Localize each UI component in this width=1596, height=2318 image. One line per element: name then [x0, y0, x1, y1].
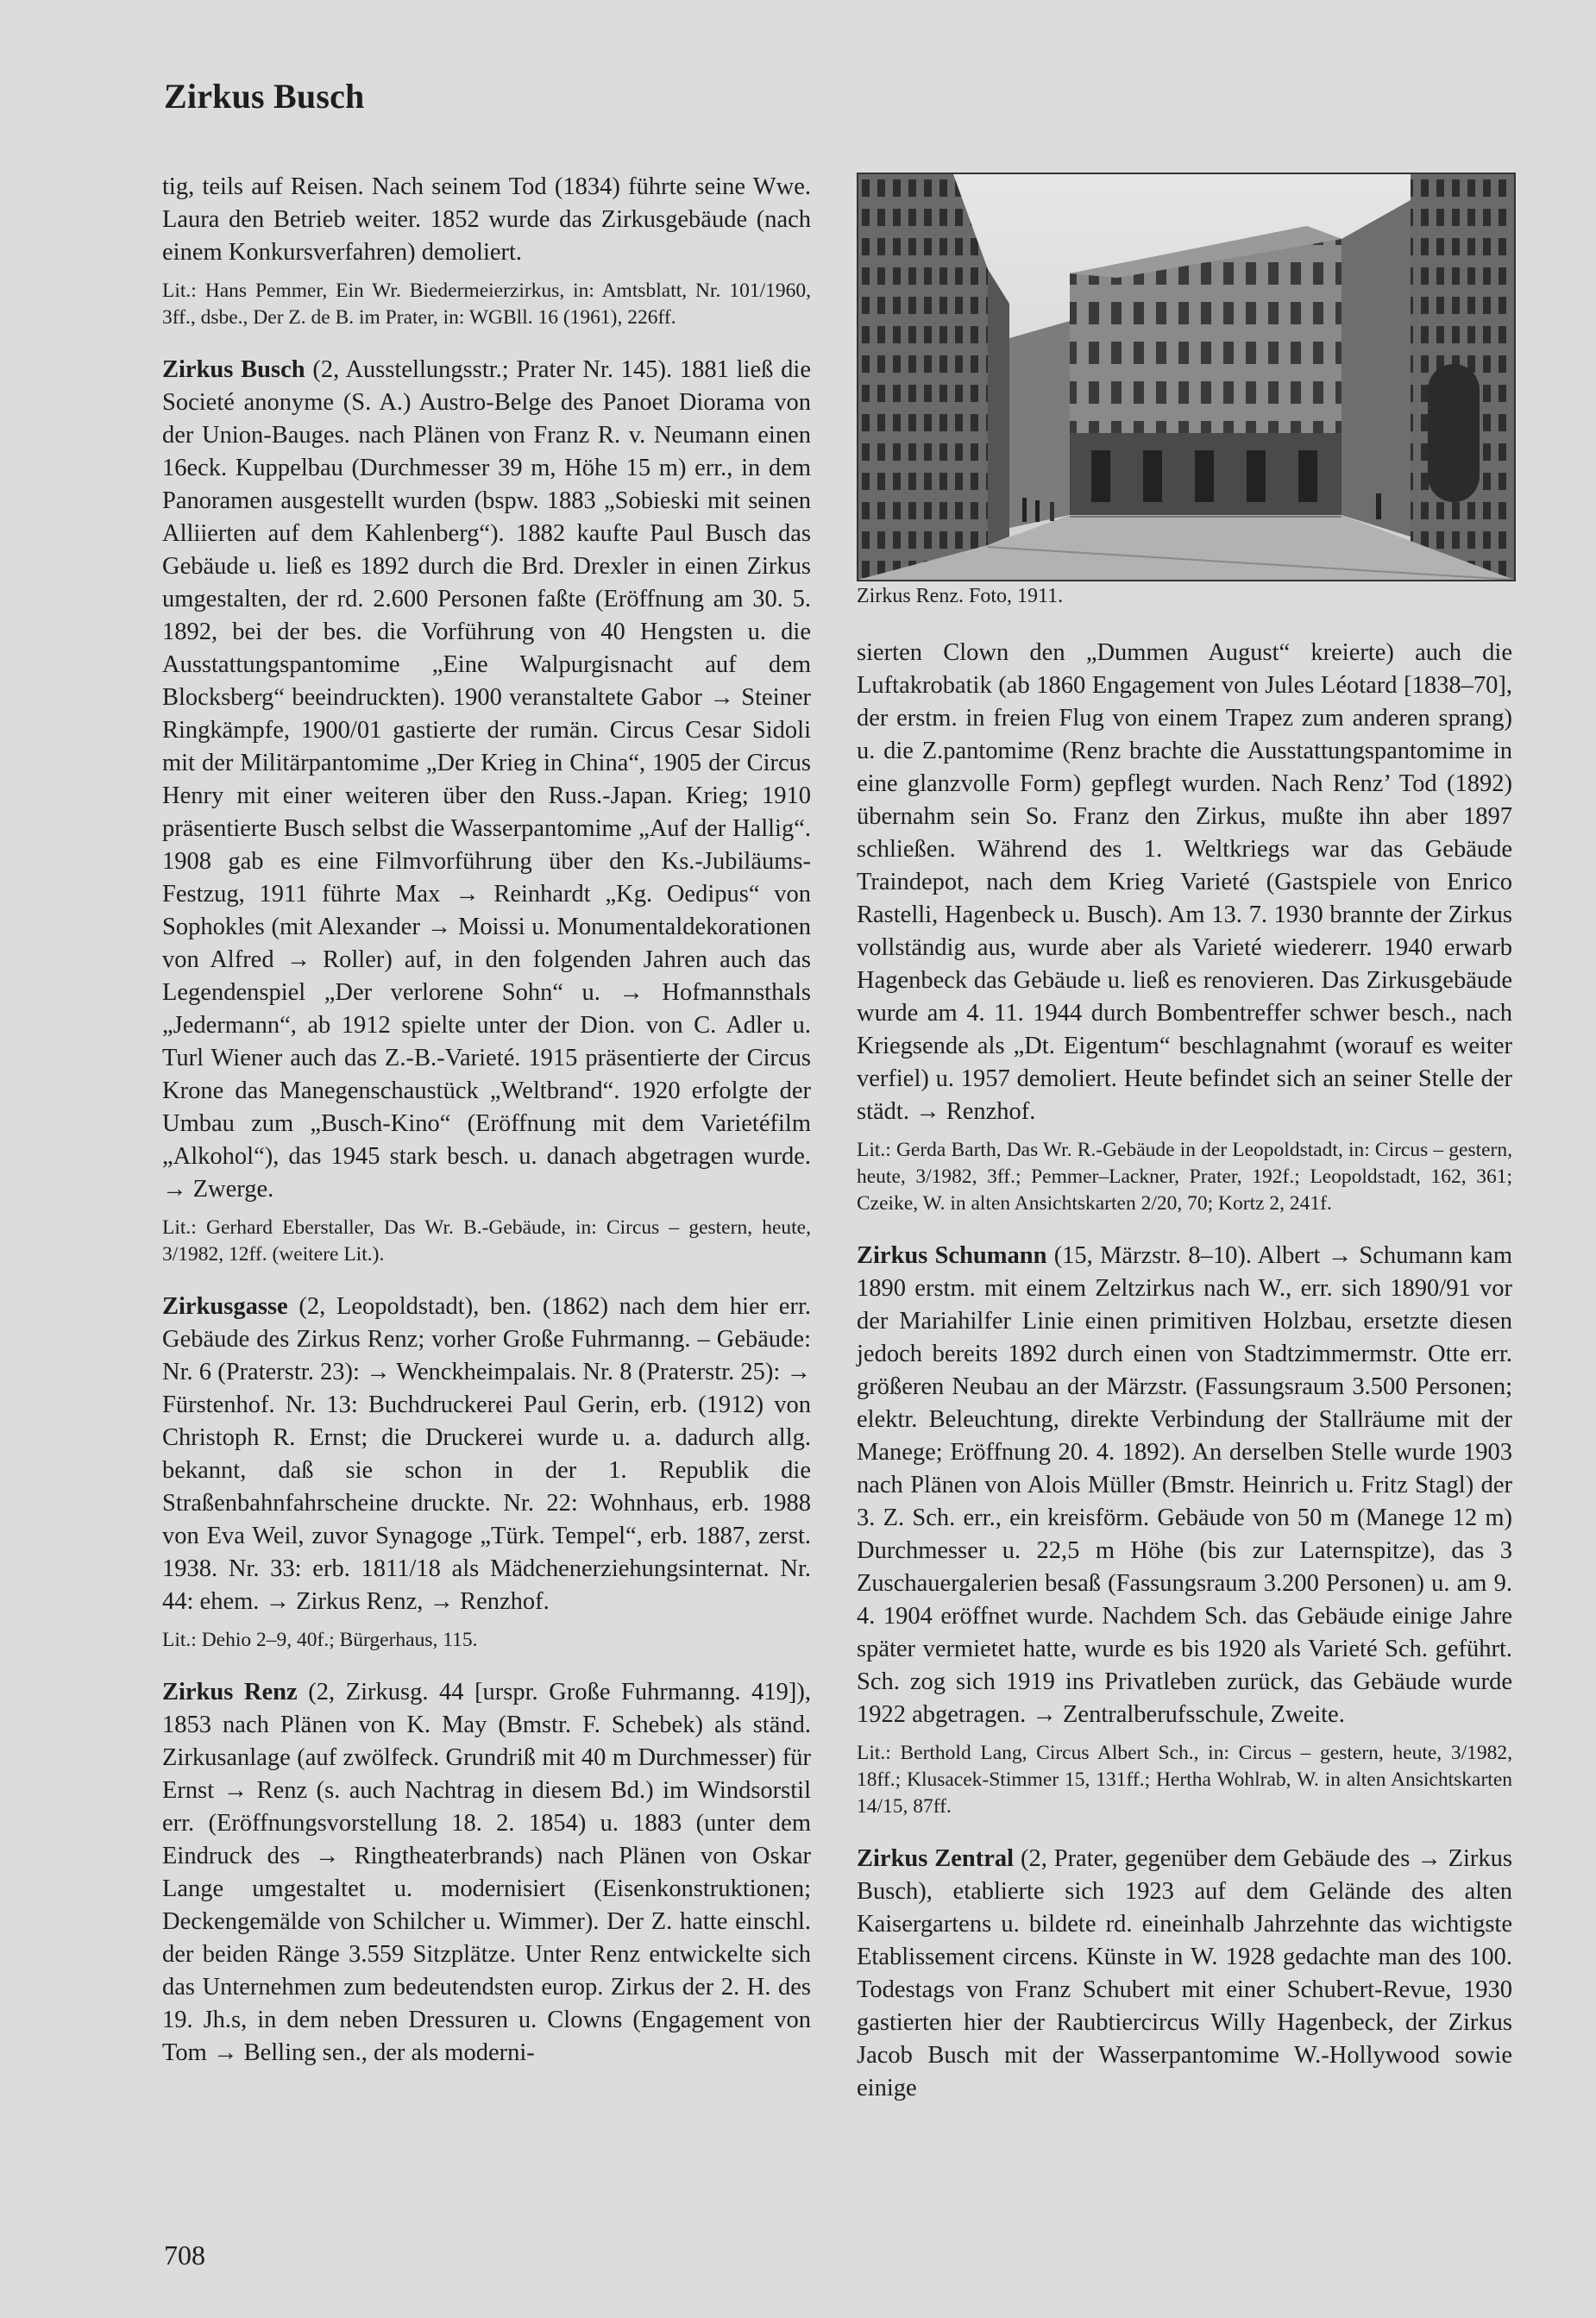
entry-keyword: Zirkus Busch: [162, 356, 305, 383]
photo-illustration: [858, 174, 1514, 580]
entry-text: (2, Zirkusg. 44 [urspr. Große Fuhrmanng. 419]), 1853 nach Plänen von K. May (Bmstr. F. Schebek) als ständ. Zirkusanlage (auf zwölfeck. Grundriß mit 40 m Durchmesser) für Ernst → Renz (s. auch Nachtrag in diesem Bd.) im Windsorstil err. (Eröffnungsvorstellung 18. 2. 1854) u. 1883 (unter dem Eindruck des → Ringtheaterbrands) nach Plänen von Oskar Lange umgestaltet u. modernisiert (Eisenkonstruktionen; Deckengemälde von Schilcher u. Wimmer). Der Z. hatte einschl. der beiden Ränge 3.559 Sitzplätze. Unter Renz entwickelte sich das Unternehmen zum bedeutendsten europ. Zirkus der 2. H. des 19. Jh.s, in dem neben Dressuren u. Clowns (Engagement von Tom → Belling sen., der als moderni-: [162, 1679, 811, 2066]
paragraph-continuation: sierten Clown den „Dummen August“ kreierte) auch die Luftakrobatik (ab 1860 Engagement von Jules Léotard [1838–70], der erstm. in freien Flug von einem Trapez zum anderen sprang) u. die Z.pantomime (Renz brachte die Ausstattungspantomime in eine glanzvolle Form) gepflegt wurden. Nach Renz’ Tod (1892) übernahm sein So. Franz den Zirkus, mußte ihn aber 1897 schließen. Während des 1. Weltkriegs war das Gebäude Traindepot, nach dem Krieg Varieté (Gastspiele von Enrico Rastelli, Hagenbeck u. Busch). Am 13. 7. 1930 brannte der Zirkus vollständig aus, wurde aber als Varieté wiedererr. 1940 erwarb Hagenbeck das Gebäude u. ließ es renovieren. Das Zirkusgebäude wurde am 4. 11. 1944 durch Bombentreffer schwer besch., nach Kriegsende als „Dt. Eigentum“ beschlagnahmt (worauf es weiter verfiel) u. 1957 demoliert. Heute befindet sich an seiner Stelle der städt. → Renzhof.: [857, 639, 1512, 1125]
literature-note: Lit.: Dehio 2–9, 40f.; Bürgerhaus, 115.: [162, 1629, 478, 1651]
entry-text: (15, Märzstr. 8–10). Albert → Schumann kam 1890 erstm. mit einem Zeltzirkus nach W., err. sich 1890/91 vor der Mariahilfer Linie einen primitiven Holzbau, ersetzte diesen jedoch bereits 1892 durch einen von Stadtzimmermstr. Otte err. größeren Neubau an der Märzstr. (Fassungsraum 3.500 Personen; elektr. Beleuchtung, direkte Verbindung der Stallräume mit der Manege; Eröffnung 20. 4. 1892). An derselben Stelle wurde 1903 nach Plänen von Alois Müller (Bmstr. Heinrich u. Fritz Stagl) der 3. Z. Sch. err., ein kreisförm. Gebäude von 50 m (Manege 12 m) Durchmesser u. 22,5 m Höhe (bis zur Laternspitze), das 3 Zuschauergalerien besaß (Fassungsraum 3.200 Personen) u. am 9. 4. 1904 eröffnet wurde. Nachdem Sch. das Gebäude einige Jahre später vermietet hatte, wurde es bis 1920 als Varieté Sch. geführt. Sch. zog sich 1919 ins Privatleben zurück, das Gebäude wurde 1922 abgetragen. → Zentralberufsschule, Zweite.: [857, 1242, 1512, 1728]
street-photo-image: [857, 173, 1516, 581]
entry-zirkus-schumann: [857, 1240, 1512, 1731]
entry-text: (2, Prater, gegenüber dem Gebäude des → Zirkus Busch), etablierte sich 1923 auf dem Gelände des alten Kaisergartens u. bildete rd. eineinhalb Jahrzehnte das wichtigste Etablissement circens. Künste in W. 1928 gedachte man des 100. Todestags von Franz Schubert mit einer Schubert-Revue, 1930 gastierten hier der Raubtiercircus Willy Hagenbeck, der Zirkus Jacob Busch mit der Wasserpantomime W.-Hollywood sowie einige: [857, 1845, 1512, 2101]
entry-keyword: Zirkus Schumann: [857, 1242, 1047, 1269]
literature-note: Lit.: Gerhard Eberstaller, Das Wr. B.-Gebäude, in: Circus – gestern, heute, 3/1982, 12ff. (weitere Lit.).: [162, 1216, 811, 1266]
right-column: [857, 637, 1512, 2105]
running-header: Zirkus Busch: [164, 77, 365, 116]
entry-text: (2, Ausstellungsstr.; Prater Nr. 145). 1881 ließ die Societé anonyme (S. A.) Austro-Belge des Panoet Diorama von der Union-Bauges. nach Plänen von Franz R. v. Neumann einen 16eck. Kuppelbau (Durchmesser 39 m, Höhe 15 m) err., in dem Panoramen ausgestellt wurden (bspw. 1883 „Sobieski mit seinen Alliierten auf dem Kahlenberg“). 1882 kaufte Paul Busch das Gebäude u. ließ es 1892 durch die Brd. Drexler in einen Zirkus umgestalten, der rd. 2.600 Personen faßte (Eröffnung am 30. 5. 1892, bei der bes. die Vorführung von 40 Hengsten u. die Ausstattungspantomime „Eine Walpurgisnacht auf dem Blocksberg“ beeindruckten). 1900 veranstaltete Gabor → Steiner Ringkämpfe, 1900/01 gastierte der rumän. Circus Cesar Sidoli mit der Militärpantomime „Der Krieg in China“, 1905 der Circus Henry mit einer weiteren über den Russ.-Japan. Krieg; 1910 präsentierte Busch selbst die Wasserpantomime „Auf der Hallig“. 1908 gab es eine Filmvorführung über den Ks.-Jubiläums-Festzug, 1911 führte Max → Reinhardt „Kg. Oedipus“ von Sophokles (mit Alexander → Moissi u. Monumentaldekorationen von Alfred → Roller) auf, in den folgenden Jahren auch das Legendenspiel „Der verlorene Sohn“ u. → Hofmannsthals „Jedermann“, ab 1912 spielte unter der Dion. von C. Adler u. Turl Wiener auch das Z.-B.-Varieté. 1915 präsentierte der Circus Krone das Manegenschaustück „Weltbrand“. 1920 erfolgte der Umbau zum „Busch-Kino“ (Eröffnung mit dem Varietéfilm „Alkohol“), das 1945 stark besch. u. danach abgetragen wurde. → Zwerge.: [162, 356, 811, 1203]
entry-zirkusgasse: [162, 1291, 811, 1618]
page-number: 708: [164, 2239, 205, 2271]
entry-zirkus-renz: [162, 1676, 811, 2070]
entry-zirkus-zentral: [857, 1843, 1512, 2105]
literature-note: Lit.: Hans Pemmer, Ein Wr. Biedermeierzirkus, in: Amtsblatt, Nr. 101/1960, 3ff., dsbe., Der Z. de B. im Prater, in: WGBll. 16 (1961), 226ff.: [162, 280, 811, 329]
entry-text: (2, Leopoldstadt), ben. (1862) nach dem hier err. Gebäude des Zirkus Renz; vorher Große Fuhrmanng. – Gebäude: Nr. 6 (Praterstr. 23): → Wenckheimpalais. Nr. 8 (Praterstr. 25): → Fürstenhof. Nr. 13: Buchdruckerei Paul Gerin, erb. (1912) von Christoph R. Ernst; die Druckerei wurde u. a. dadurch allg. bekannt, daß sie schon in der 1. Republik die Straßenbahnfahrscheine druckte. Nr. 22: Wohnhaus, erb. 1988 von Eva Weil, zuvor Synagoge „Türk. Tempel“, erb. 1887, zerst. 1938. Nr. 33: erb. 1811/18 als Mädchenerziehungsinternat. Nr. 44: ehem. → Zirkus Renz, → Renzhof.: [162, 1293, 811, 1615]
entry-zirkus-busch: [162, 354, 811, 1206]
entry-keyword: Zirkusgasse: [162, 1293, 288, 1320]
literature-note: Lit.: Gerda Barth, Das Wr. R.-Gebäude in der Leopoldstadt, in: Circus – gestern, heute, 3/1982, 3ff.; Pemmer–Lackner, Prater, 192f.; Leopoldstadt, 162, 361; Czeike, W. in alten Ansichtskarten 2/20, 70; Kortz 2, 241f.: [857, 1139, 1512, 1215]
photo-caption: Zirkus Renz. Foto, 1911.: [857, 585, 1064, 607]
entry-keyword: Zirkus Zentral: [857, 1845, 1015, 1872]
paragraph-continuation: tig, teils auf Reisen. Nach seinem Tod (1834) führte seine Wwe. Laura den Betrieb weiter. 1852 wurde das Zirkusgebäude (nach einem Konkursverfahren) demoliert.: [162, 173, 811, 266]
entry-keyword: Zirkus Renz: [162, 1679, 298, 1706]
literature-note: Lit.: Berthold Lang, Circus Albert Sch., in: Circus – gestern, heute, 3/1982, 18ff.; Klusacek-Stimmer 15, 131ff.; Hertha Wohlrab, W. in alten Ansichtskarten 14/15, 87ff.: [857, 1742, 1512, 1818]
left-column: [162, 171, 811, 2070]
